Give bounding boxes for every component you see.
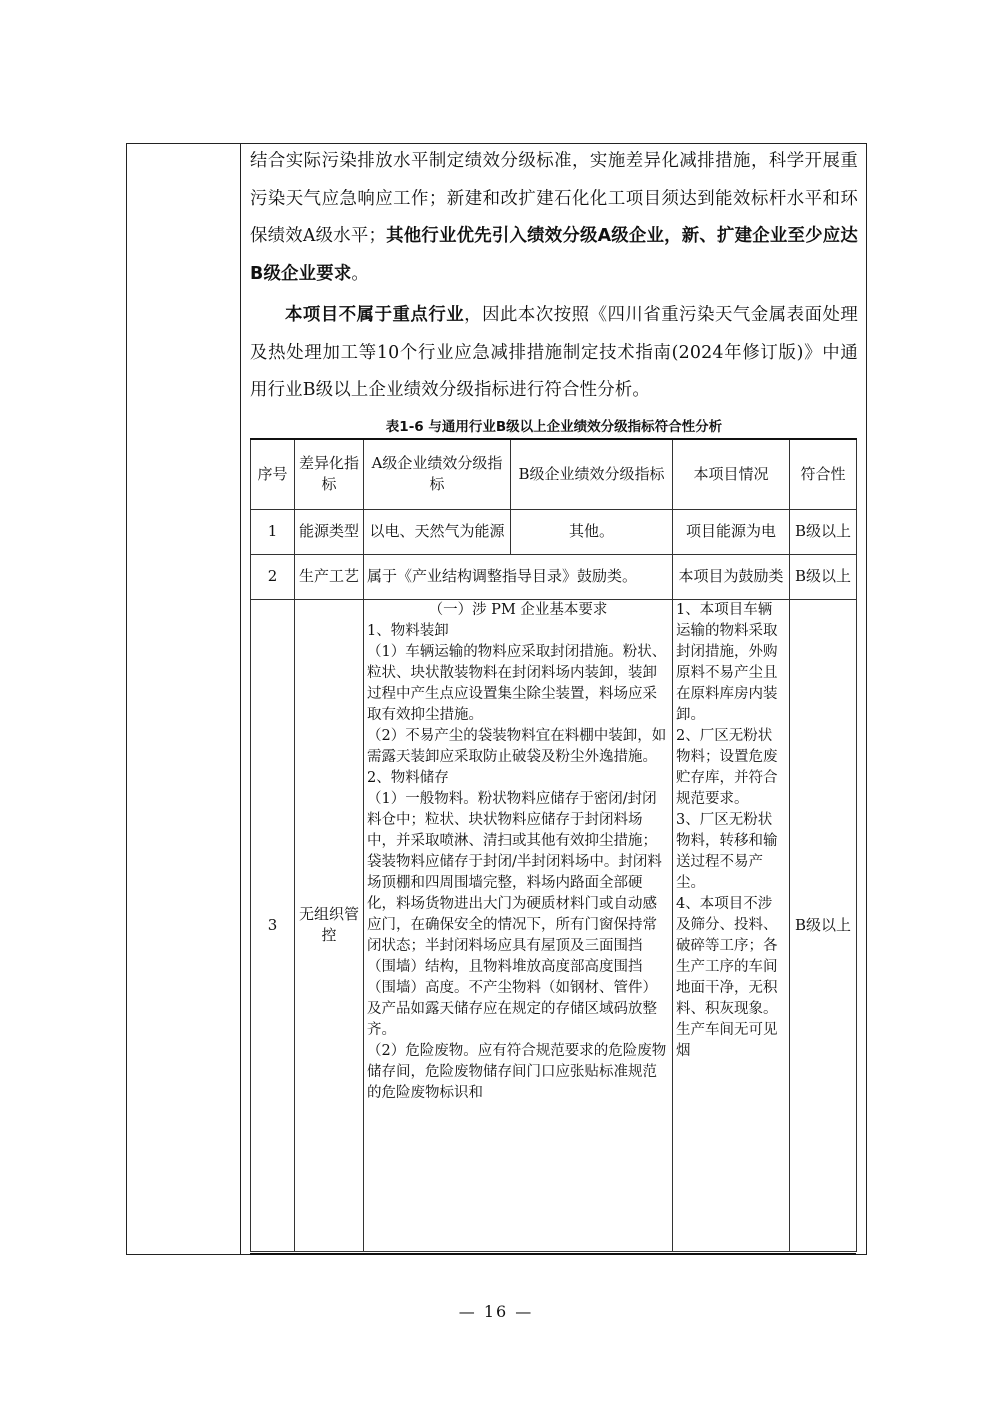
row-1-indicator: 能源类型 xyxy=(295,509,364,554)
header-a-level: A级企业绩效分级指标 xyxy=(364,439,511,509)
row-1-project: 项目能源为电 xyxy=(673,509,790,554)
row-2-indicator: 生产工艺 xyxy=(295,554,364,599)
project-item: 2、厂区无粉状物料；设置危废贮存库，并符合规范要求。 xyxy=(676,727,778,807)
row-1-b-level: 其他。 xyxy=(511,509,673,554)
table-row xyxy=(251,554,857,599)
row-3-result: B级以上 xyxy=(790,599,857,1251)
project-item: 4、本项目不涉及筛分、投料、破碎等工序；各生产工序的车间地面干净，无积料、积灰现象。生产车间无可见烟 xyxy=(676,895,778,1059)
header-indicator: 差异化指标 xyxy=(295,439,364,509)
header-result: 符合性 xyxy=(790,439,857,509)
project-item: 3、厂区无粉状物料，转移和输送过程不易产尘。 xyxy=(676,811,778,891)
row-1-a-level: 以电、天然气为能源 xyxy=(364,509,511,554)
table-row xyxy=(251,599,857,1251)
row-3-requirements xyxy=(364,599,673,1251)
body-text xyxy=(250,143,858,410)
paragraph-2-text: ，因此本次按照《四川省重污染天气金属表面处理及热处理加工等10个行业应急减排措施制定技术指南(2024年修订版)》中通用行业B级以上企业绩效分级指标进行符合性分析。 xyxy=(250,305,858,400)
requirement-item: （2）危险废物。应有符合规范要求的危险废物储存间，危险废物储存间门口应张贴标准规范的危险废物标识和 xyxy=(367,1042,667,1101)
paragraph-1 xyxy=(250,143,858,293)
table-caption: 表1-6 与通用行业B级以上企业绩效分级指标符合性分析 xyxy=(385,419,723,435)
row-1-result: B级以上 xyxy=(790,509,857,554)
row-3-no: 3 xyxy=(251,599,295,1251)
header-project: 本项目情况 xyxy=(673,439,790,509)
requirement-item: （2）不易产尘的袋装物料宜在料棚中装卸，如需露天装卸应采取防止破袋及粉尘外逸措施。 xyxy=(367,727,667,765)
requirement-item: 2、物料储存 xyxy=(367,769,449,786)
paragraph-2 xyxy=(250,297,858,410)
header-no: 序号 xyxy=(251,439,295,509)
header-b-level: B级企业绩效分级指标 xyxy=(511,439,673,509)
requirement-item: （1）一般物料。粉状物料应储存于密闭/封闭料仓中；粒状、块状物料应储存于封闭料场中，并采取喷淋、清扫或其他有效抑尘措施；袋装物料应储存于封闭/半封闭料场中。封闭料场顶棚和四周围墙完整，料场内路面全部硬化，料场货物进出大门为硬质材料门或自动感应门，在确保安全的情况下，所有门窗保持常闭状态；半封闭料场应具有屋顶及三面围挡（围墙）结构，且物料堆放高度部高度围挡（围墙）高度。不产尘物料（如钢材、管件）及产品如露天储存应在规定的存储区域码放整齐。 xyxy=(367,790,662,1038)
requirement-item: （1）车辆运输的物料应采取封闭措施。粉状、粒状、块状散装物料在封闭料场内装卸，装卸过程中产生点应设置集尘除尘装置，料场应采取有效抑尘措施。 xyxy=(367,643,667,723)
paragraph-1-bold: 其他行业优先引入绩效分级A级企业，新、扩建企业至少应达B级企业要求 xyxy=(250,226,858,284)
row-2-no: 2 xyxy=(251,554,295,599)
row-2-ab-level: 属于《产业结构调整指导目录》鼓励类。 xyxy=(364,554,673,599)
table-header-row xyxy=(251,439,857,509)
row-3-project xyxy=(673,599,790,1251)
table-row xyxy=(251,509,857,554)
paragraph-2-bold: 本项目不属于重点行业 xyxy=(285,305,465,325)
row-3-indicator: 无组织管控 xyxy=(295,599,364,1251)
frame-column-divider xyxy=(240,143,241,1255)
requirement-item: 1、物料装卸 xyxy=(367,622,449,639)
paragraph-1-text: 结合实际污染排放水平制定绩效分级标准，实施差异化减排措施，科学开展重污染天气应急响应工作；新建和改扩建石化化工项目须达到能效标杆水平和环保绩效A级水平； xyxy=(250,151,858,246)
row-2-project: 本项目为鼓励类 xyxy=(673,554,790,599)
compliance-table xyxy=(250,438,857,1252)
page-number: — 16 — xyxy=(458,1302,534,1321)
row-2-result: B级以上 xyxy=(790,554,857,599)
project-item: 1、本项目车辆运输的物料采取封闭措施，外购原料不易产尘且在原料库房内装卸。 xyxy=(676,601,778,723)
table-bottom-rule xyxy=(250,1253,856,1255)
paragraph-1-end: 。 xyxy=(351,263,370,284)
requirements-title: （一）涉 PM 企业基本要求 xyxy=(428,601,608,618)
row-1-no: 1 xyxy=(251,509,295,554)
